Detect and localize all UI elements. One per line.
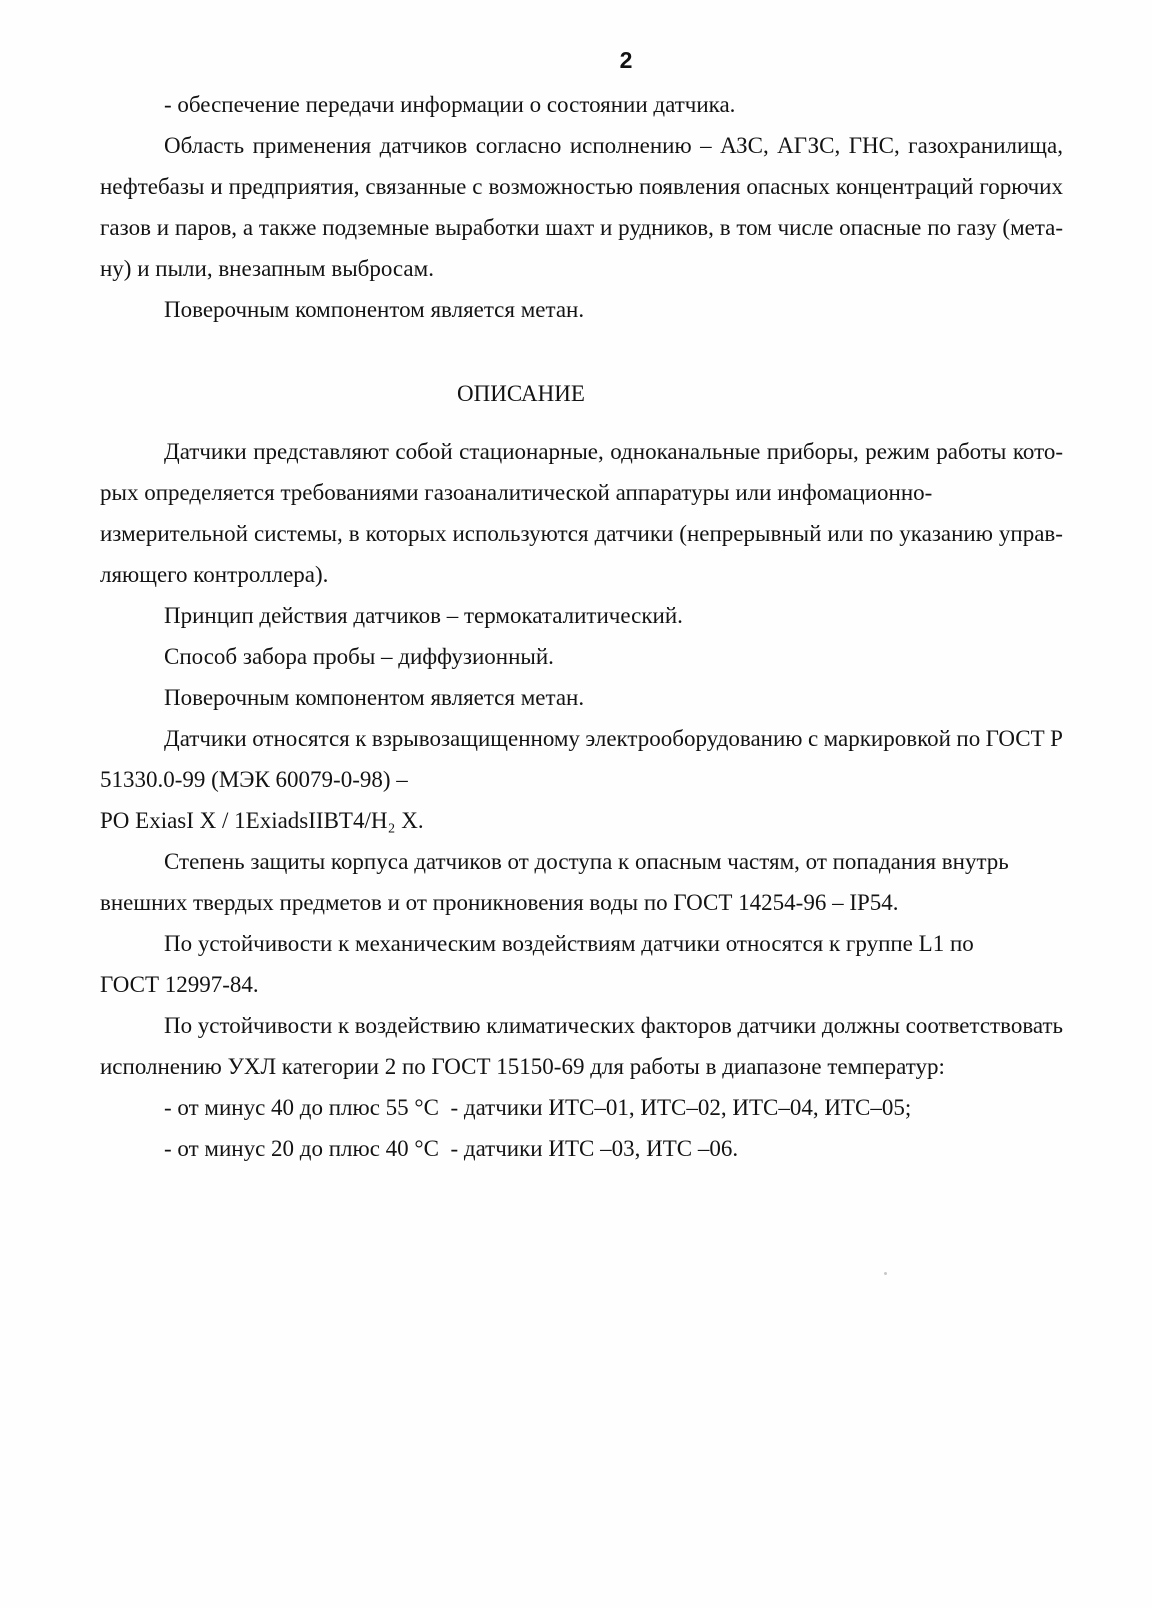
text-line — [100, 882, 1063, 923]
text-line — [100, 207, 1063, 248]
text-line — [100, 125, 1063, 166]
text-line — [100, 923, 1063, 964]
text-line — [100, 677, 1063, 718]
line-text: Поверочным компонентом является метан. — [164, 685, 585, 710]
line-text: Поверочным компонентом является метан. — [164, 297, 585, 322]
text-line — [100, 248, 1063, 289]
line-text: Датчики относятся к взрывозащищенному электрооборудованию с маркировкой по ГОСТ Р — [164, 726, 1063, 751]
scan-speck-artifact — [884, 1272, 887, 1275]
line-text: внешних твердых предметов и от проникновения воды по ГОСТ 14254-96 – IP54. — [100, 890, 899, 915]
line-text: исполнению УХЛ категории 2 по ГОСТ 15150-69 для работы в диапазоне температур: — [100, 1054, 945, 1079]
line-text: нефтебазы и предприятия, связанные с возможностью появления опасных концентраций горючих — [100, 174, 1063, 199]
text-line — [100, 841, 1063, 882]
page-number: 2 — [619, 47, 633, 73]
text-line — [100, 554, 1063, 595]
text-line — [100, 759, 1063, 800]
line-text: газов и паров, а также подземные выработки шахт и рудников, в том числе опасные по газу (мета- — [100, 215, 1064, 240]
text-line — [100, 1087, 1063, 1128]
text-line — [100, 84, 1063, 125]
line-text: ГОСТ 12997-84. — [100, 972, 259, 997]
line-text: 51330.0-99 (МЭК 60079-0-98) – — [100, 767, 408, 792]
section-heading — [100, 373, 1063, 414]
text-line — [100, 513, 1063, 554]
line-text: Степень защиты корпуса датчиков от доступа к опасным частям, от попадания внутрь — [164, 849, 1009, 874]
line-text: - обеспечение передачи информации о состоянии датчика. — [164, 92, 736, 117]
line-text: Принцип действия датчиков – термокаталитический. — [164, 603, 683, 628]
text-line — [100, 636, 1063, 677]
line-text: измерительной системы, в которых используются датчики (непрерывный или по указанию управ- — [100, 521, 1063, 546]
line-text: ну) и пыли, внезапным выбросам. — [100, 256, 434, 281]
text-line — [100, 800, 1063, 841]
line-text: - от минус 20 до плюс 40 °С - датчики ИТС –03, ИТС –06. — [164, 1136, 739, 1161]
line-text: Область применения датчиков согласно исполнению – АЗС, АГЗС, ГНС, газохранилища, — [164, 133, 1063, 158]
line-text: Способ забора пробы – диффузионный. — [164, 644, 554, 669]
text-line — [100, 595, 1063, 636]
line-text: Датчики представляют собой стационарные, одноканальные приборы, режим работы кото- — [164, 439, 1063, 464]
text-line — [100, 718, 1063, 759]
document-body — [100, 84, 1063, 1169]
line-text: ОПИСАНИЕ — [457, 381, 585, 406]
line-text: По устойчивости к воздействию климатических факторов датчики должны соответствовать — [164, 1013, 1064, 1038]
line-text: рых определяется требованиями газоаналитической аппаратуры или инфомационно- — [100, 480, 933, 505]
line-text: - от минус 40 до плюс 55 °С - датчики ИТС–01, ИТС–02, ИТС–04, ИТС–05; — [164, 1095, 912, 1120]
line-text: ляющего контроллера). — [100, 562, 329, 587]
text-line — [100, 431, 1063, 472]
text-line — [100, 289, 1063, 330]
text-line — [100, 166, 1063, 207]
text-line — [100, 964, 1063, 1005]
text-line — [100, 1046, 1063, 1087]
line-text: PO ExiasI X / 1ExiadsIIBT4/H₂ X. — [100, 808, 424, 833]
line-text: По устойчивости к механическим воздействиям датчики относятся к группе L1 по — [164, 931, 974, 956]
text-line — [100, 472, 1063, 513]
text-line — [100, 1128, 1063, 1169]
text-line — [100, 1005, 1063, 1046]
